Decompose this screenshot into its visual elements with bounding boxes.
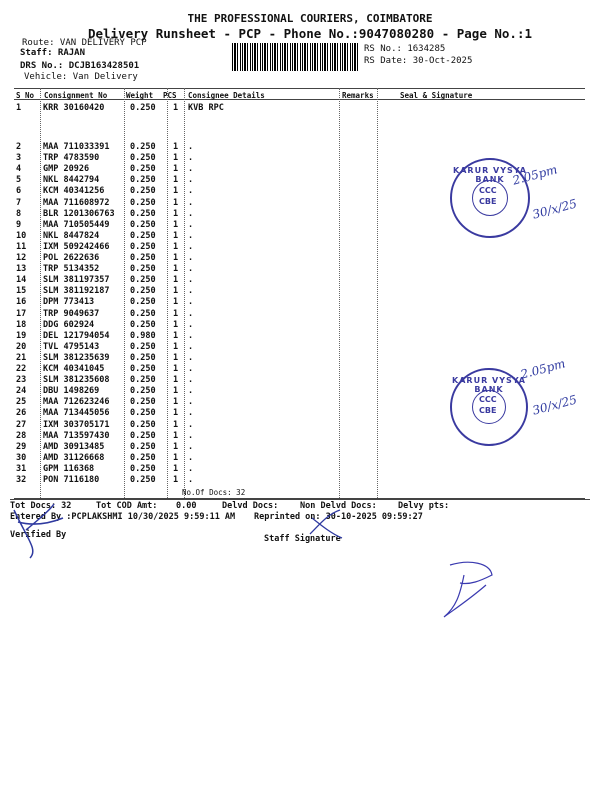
stamp-2-bank-name: KARUR VYSYA BANK <box>452 376 526 394</box>
row-consignment: NKL 8442794 <box>43 175 100 186</box>
row-consignee-details: . <box>188 253 194 263</box>
row-weight: 0.250 <box>130 197 156 208</box>
row-weight: 0.250 <box>130 408 156 419</box>
tot-cod-value: 0.00 <box>176 501 197 511</box>
row-consignment: MAA 711608972 <box>43 197 110 208</box>
table-row <box>14 242 585 253</box>
row-consignee-details: . <box>188 142 194 152</box>
row-weight: 0.250 <box>130 297 156 308</box>
row-sno: 27 <box>16 419 27 430</box>
row-weight: 0.980 <box>130 330 156 341</box>
row-consignment: MAA 711033391 <box>43 142 110 152</box>
row-sno: 22 <box>16 364 27 374</box>
row-weight: 0.250 <box>130 208 156 219</box>
row-consignment: SLM 381235639 <box>43 352 110 363</box>
row-consignment: GMP 20926 <box>43 164 90 175</box>
row-consignment: SLM 381197357 <box>43 275 110 286</box>
row-pcs: 1 <box>173 153 179 164</box>
drs-number: DRS No.: DCJB163428501 <box>20 61 140 71</box>
row-sno: 1 <box>16 103 22 113</box>
row-weight: 0.250 <box>130 475 156 485</box>
row-consignee-details: KVB RPC <box>188 103 224 113</box>
row-consignee-details: . <box>188 375 194 386</box>
row-sno: 10 <box>16 230 27 241</box>
row-sno: 24 <box>16 386 27 397</box>
row-weight: 0.250 <box>130 308 156 319</box>
row-consignee-details: . <box>188 475 194 485</box>
delvd-docs: Delvd Docs: <box>222 501 279 511</box>
staff-signature: Staff Signature <box>264 534 341 544</box>
row-weight: 0.250 <box>130 186 156 197</box>
handwritten-time-1: 2.05pm <box>510 162 559 188</box>
entered-by: Entered By :PCPLAKSHMI 10/30/2025 9:59:11 AM <box>10 512 236 522</box>
row-pcs: 1 <box>173 341 179 352</box>
row-consignee-details: . <box>188 397 194 408</box>
row-sno: 4 <box>16 164 22 175</box>
row-pcs: 1 <box>173 186 179 197</box>
row-weight: 0.250 <box>130 441 156 452</box>
reprinted-on: Reprinted on: 30-10-2025 09:59:27 <box>254 512 423 522</box>
row-consignment: KCM 40341045 <box>43 364 105 374</box>
stamp-2-line2: CBE <box>479 406 497 415</box>
row-pcs: 1 <box>173 241 179 252</box>
row-pcs: 1 <box>173 197 179 208</box>
row-consignee-details: . <box>188 352 194 363</box>
row-pcs: 1 <box>173 430 179 441</box>
row-consignment: PON 7116180 <box>43 475 100 485</box>
staff-signature-mark <box>300 504 350 544</box>
row-pcs: 1 <box>173 386 179 397</box>
row-consignee-details: . <box>188 463 194 474</box>
row-consignment: SLM 381235608 <box>43 375 110 386</box>
row-sno: 29 <box>16 441 27 452</box>
table-row <box>14 103 585 114</box>
row-pcs: 1 <box>173 397 179 408</box>
table-row <box>14 331 585 342</box>
bank-stamp-2 <box>450 368 528 446</box>
row-sno: 12 <box>16 253 27 263</box>
row-pcs: 1 <box>173 230 179 241</box>
col-consignee-details: Consignee Details <box>188 91 265 100</box>
stamp-1-line2: CBE <box>479 197 497 206</box>
row-consignee-details: . <box>188 175 194 186</box>
row-consignee-details: . <box>188 275 194 286</box>
row-sno: 19 <box>16 330 27 341</box>
table-row <box>14 475 585 486</box>
staff-label: Staff: RAJAN <box>20 48 86 58</box>
footer-divider <box>10 499 590 500</box>
row-weight: 0.250 <box>130 175 156 186</box>
table-row <box>14 464 585 475</box>
row-consignment: IXM 303705171 <box>43 419 110 430</box>
row-sno: 5 <box>16 175 22 186</box>
handwritten-date-1: 30/x/25 <box>530 196 579 222</box>
stamp-1-line1: CCC <box>479 186 497 195</box>
row-consignment: POL 2622636 <box>43 253 100 263</box>
row-consignee-details: . <box>188 286 194 297</box>
row-weight: 0.250 <box>130 142 156 152</box>
row-pcs: 1 <box>173 463 179 474</box>
row-pcs: 1 <box>173 208 179 219</box>
handwritten-time-2: 2.05pm <box>518 356 567 382</box>
row-weight: 0.250 <box>130 419 156 430</box>
row-pcs: 1 <box>173 330 179 341</box>
table-row <box>14 309 585 320</box>
row-pcs: 1 <box>173 286 179 297</box>
row-consignee-details: . <box>188 408 194 419</box>
table-row <box>14 453 585 464</box>
row-sno: 11 <box>16 241 27 252</box>
handwritten-date-2: 30/x/25 <box>530 392 579 418</box>
row-sno: 8 <box>16 208 22 219</box>
table-row <box>14 142 585 153</box>
row-pcs: 1 <box>173 297 179 308</box>
row-weight: 0.250 <box>130 275 156 286</box>
row-consignment: KCM 40341256 <box>43 186 105 197</box>
row-pcs: 1 <box>173 175 179 186</box>
row-weight: 0.250 <box>130 463 156 474</box>
row-weight: 0.250 <box>130 386 156 397</box>
barcode <box>232 43 360 71</box>
row-sno: 13 <box>16 264 27 275</box>
row-pcs: 1 <box>173 375 179 386</box>
rs-number: RS No.: 1634285 <box>364 44 446 54</box>
row-consignee-details: . <box>188 308 194 319</box>
row-sno: 2 <box>16 142 22 152</box>
table-row <box>14 286 585 297</box>
table-row <box>14 275 585 286</box>
rs-date: RS Date: 30-Oct-2025 <box>364 56 473 66</box>
row-consignee-details: . <box>188 297 194 308</box>
row-consignment: MAA 713445056 <box>43 408 110 419</box>
row-pcs: 1 <box>173 103 179 113</box>
row-weight: 0.250 <box>130 230 156 241</box>
row-consignment: AMD 30913485 <box>43 441 105 452</box>
row-sno: 32 <box>16 475 27 485</box>
col-weight: Weight <box>126 91 154 100</box>
no-of-docs: No.Of Docs: 32 <box>182 488 246 497</box>
row-weight: 0.250 <box>130 397 156 408</box>
row-consignment: DBU 1498269 <box>43 386 100 397</box>
row-consignee-details: . <box>188 197 194 208</box>
row-weight: 0.250 <box>130 219 156 230</box>
row-sno: 31 <box>16 463 27 474</box>
row-sno: 7 <box>16 197 22 208</box>
company-name: THE PROFESSIONAL COURIERS, COIMBATORE <box>187 12 433 25</box>
row-weight: 0.250 <box>130 375 156 386</box>
row-consignee-details: . <box>188 153 194 164</box>
row-sno: 3 <box>16 153 22 164</box>
row-weight: 0.250 <box>130 164 156 175</box>
row-weight: 0.250 <box>130 352 156 363</box>
row-pcs: 1 <box>173 441 179 452</box>
tot-cod-label: Tot COD Amt: <box>96 501 158 511</box>
row-sno: 6 <box>16 186 22 197</box>
row-sno: 18 <box>16 319 27 330</box>
row-sno: 14 <box>16 275 27 286</box>
row-sno: 30 <box>16 452 27 463</box>
row-sno: 21 <box>16 352 27 363</box>
row-sno: 20 <box>16 341 27 352</box>
row-consignment: MAA 713597430 <box>43 430 110 441</box>
row-pcs: 1 <box>173 419 179 430</box>
row-sno: 25 <box>16 397 27 408</box>
row-consignment: TRP 4783590 <box>43 153 100 164</box>
row-consignee-details: . <box>188 452 194 463</box>
route-label: Route: VAN DELIVERY PCP <box>22 38 147 48</box>
row-pcs: 1 <box>173 164 179 175</box>
row-consignee-details: . <box>188 386 194 397</box>
row-consignment: KRR 30160420 <box>43 103 105 113</box>
row-consignment: DEL 121794054 <box>43 330 110 341</box>
tot-docs: Tot Docs: 32 <box>10 501 72 511</box>
row-consignee-details: . <box>188 419 194 430</box>
table-row <box>14 264 585 275</box>
row-pcs: 1 <box>173 352 179 363</box>
row-consignment: AMD 31126668 <box>43 452 105 463</box>
row-consignment: MAA 712623246 <box>43 397 110 408</box>
row-consignee-details: . <box>188 341 194 352</box>
row-sno: 28 <box>16 430 27 441</box>
row-consignment: TVL 4795143 <box>43 341 100 352</box>
row-pcs: 1 <box>173 475 179 485</box>
row-weight: 0.250 <box>130 319 156 330</box>
row-sno: 17 <box>16 308 27 319</box>
row-pcs: 1 <box>173 275 179 286</box>
verifier-signature <box>8 500 68 560</box>
col-pcs: PCS <box>163 91 177 100</box>
row-pcs: 1 <box>173 264 179 275</box>
row-consignment: GPM 116368 <box>43 463 95 474</box>
row-consignee-details: . <box>188 264 194 275</box>
row-sno: 15 <box>16 286 27 297</box>
table-row <box>14 342 585 353</box>
row-pcs: 1 <box>173 219 179 230</box>
verified-by: Verified By <box>10 530 67 540</box>
row-consignment: TRP 5134352 <box>43 264 100 275</box>
row-consignee-details: . <box>188 164 194 175</box>
row-pcs: 1 <box>173 308 179 319</box>
row-weight: 0.250 <box>130 286 156 297</box>
row-weight: 0.250 <box>130 364 156 374</box>
row-consignment: NKL 8447824 <box>43 230 100 241</box>
col-remarks: Remarks <box>342 91 374 100</box>
row-consignment: DDG 602924 <box>43 319 95 330</box>
row-consignee-details: . <box>188 219 194 230</box>
row-consignment: BLR 1201306763 <box>43 208 115 219</box>
row-pcs: 1 <box>173 319 179 330</box>
row-weight: 0.250 <box>130 264 156 275</box>
table-row <box>14 253 585 264</box>
vehicle-label: Vehicle: Van Delivery <box>24 72 138 82</box>
row-sno: 23 <box>16 375 27 386</box>
runsheet-title: Delivery Runsheet - PCP - Phone No.:9047080280 - Page No.:1 <box>87 26 532 41</box>
row-weight: 0.250 <box>130 253 156 263</box>
col-consignment: Consignment No <box>44 91 108 100</box>
delivery-signature <box>430 555 500 625</box>
stamp-2-line1: CCC <box>479 395 497 404</box>
bank-stamp-1 <box>450 158 530 238</box>
stamp-1-bank-name: KARUR VYSYA BANK <box>453 166 527 184</box>
col-seal-signature: Seal & Signature <box>400 91 473 100</box>
table-row <box>14 353 585 364</box>
row-pcs: 1 <box>173 408 179 419</box>
row-pcs: 1 <box>173 364 179 374</box>
table-row <box>14 320 585 331</box>
row-consignee-details: . <box>188 364 194 374</box>
row-consignee-details: . <box>188 330 194 341</box>
col-sno: S No <box>16 91 35 100</box>
row-consignee-details: . <box>188 241 194 252</box>
row-pcs: 1 <box>173 253 179 263</box>
row-consignment: MAA 710505449 <box>43 219 110 230</box>
row-consignee-details: . <box>188 319 194 330</box>
row-consignee-details: . <box>188 230 194 241</box>
row-weight: 0.250 <box>130 241 156 252</box>
row-consignment: IXM 509242466 <box>43 241 110 252</box>
row-pcs: 1 <box>173 452 179 463</box>
row-consignee-details: . <box>188 208 194 219</box>
row-sno: 16 <box>16 297 27 308</box>
row-sno: 26 <box>16 408 27 419</box>
row-weight: 0.250 <box>130 452 156 463</box>
row-pcs: 1 <box>173 142 179 152</box>
row-weight: 0.250 <box>130 341 156 352</box>
row-consignee-details: . <box>188 186 194 197</box>
row-weight: 0.250 <box>130 103 156 113</box>
row-consignee-details: . <box>188 441 194 452</box>
row-sno: 9 <box>16 219 22 230</box>
table-row <box>14 297 585 308</box>
row-consignment: TRP 9049637 <box>43 308 100 319</box>
row-consignee-details: . <box>188 430 194 441</box>
row-weight: 0.250 <box>130 430 156 441</box>
delvy-pts: Delvy pts: <box>398 501 450 511</box>
row-consignment: DPM 773413 <box>43 297 95 308</box>
row-consignment: SLM 381192187 <box>43 286 110 297</box>
non-delvd-docs: Non Delvd Docs: <box>300 501 377 511</box>
row-weight: 0.250 <box>130 153 156 164</box>
